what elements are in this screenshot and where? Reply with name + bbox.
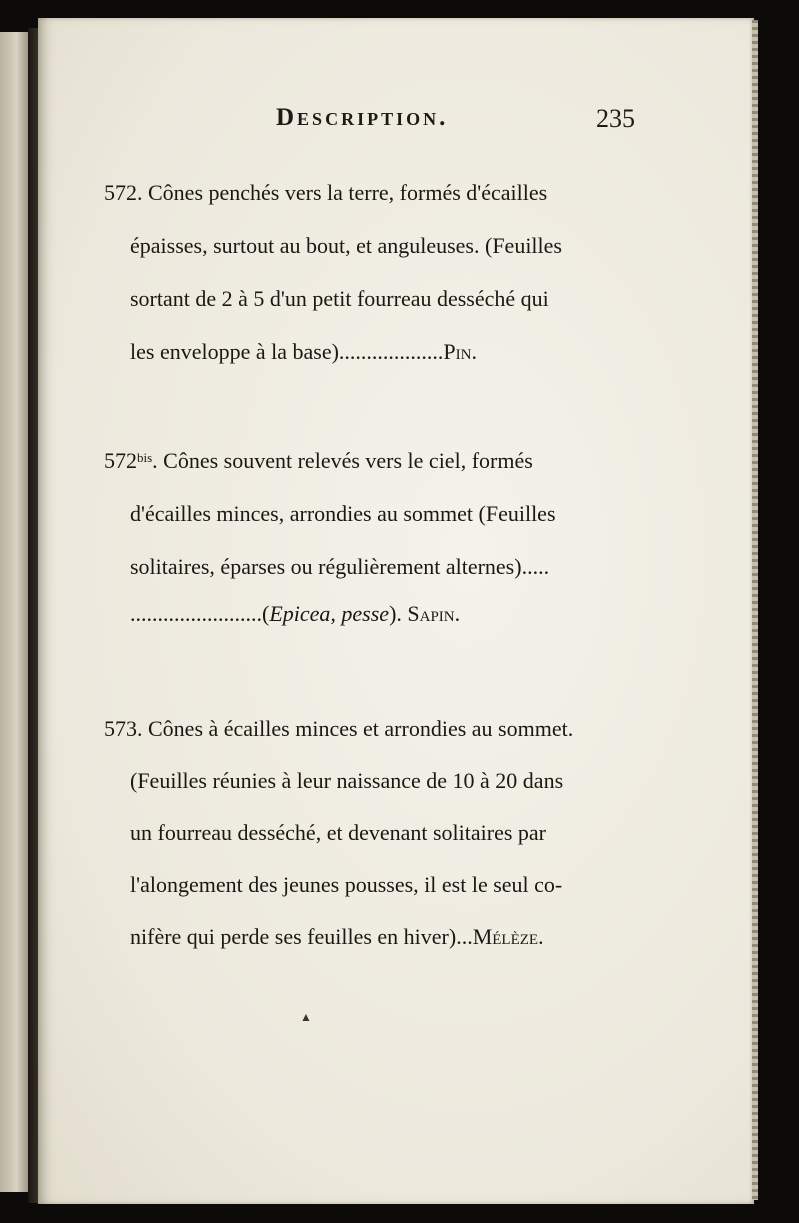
page-number: 235 <box>596 104 635 133</box>
entry-number: 573. <box>104 716 143 741</box>
entry-572-line-3: sortant de 2 à 5 d'un petit fourreau desséché qui <box>130 286 549 311</box>
entry-573-line-5 <box>130 924 544 950</box>
entry-number: 572. <box>104 180 143 205</box>
entry-573-line-4: l'alongement des jeunes pousses, il est le seul co- <box>130 872 563 897</box>
entry-number: $572^{bis}$. <box>104 448 158 473</box>
page-stack-edge <box>752 20 758 1200</box>
entry-text: les enveloppe à la base)................... <box>130 339 444 364</box>
page-header <box>38 104 754 138</box>
entry-572bis-line-1 <box>104 448 533 474</box>
entry-text: Cônes souvent relevés vers le ciel, formés <box>163 448 533 473</box>
entry-572bis-line-3: solitaires, éparses ou régulièrement alternes)..... <box>130 554 550 579</box>
entry-573-line-3: un fourreau desséché, et devenant solitaires par <box>130 820 546 845</box>
entry-572-line-4 <box>130 339 477 365</box>
synonym: Epicea, pesse <box>269 601 390 626</box>
genus-name: Sapin. <box>407 601 461 626</box>
running-title: Description. <box>276 104 449 131</box>
entry-572bis-line-4: ........................(Epicea, pesse). Sapin. <box>130 601 461 626</box>
genus-name: Pin. <box>443 339 477 364</box>
entry-text: nifère qui perde ses feuilles en hiver)... <box>130 924 473 949</box>
entry-text: Cônes penchés vers la terre, formés d'écailles <box>148 180 548 205</box>
entry-572-line-2: épaisses, surtout au bout, et anguleuses. (Feuilles <box>130 233 562 258</box>
ink-mark: ▲ <box>300 1010 312 1024</box>
entry-573-line-2: (Feuilles réunies à leur naissance de 10 à 20 dans <box>130 768 564 793</box>
genus-name: Mélèze. <box>472 924 544 949</box>
book-page <box>38 18 754 1204</box>
entry-573-line-1 <box>104 716 573 742</box>
facing-page-edge <box>0 32 28 1192</box>
entry-572bis-line-2: d'écailles minces, arrondies au sommet (Feuilles <box>130 501 556 526</box>
entry-572-line-1 <box>104 180 547 206</box>
entry-text: Cônes à écailles minces et arrondies au sommet. <box>148 716 574 741</box>
entry-text: ........................( <box>130 601 270 626</box>
